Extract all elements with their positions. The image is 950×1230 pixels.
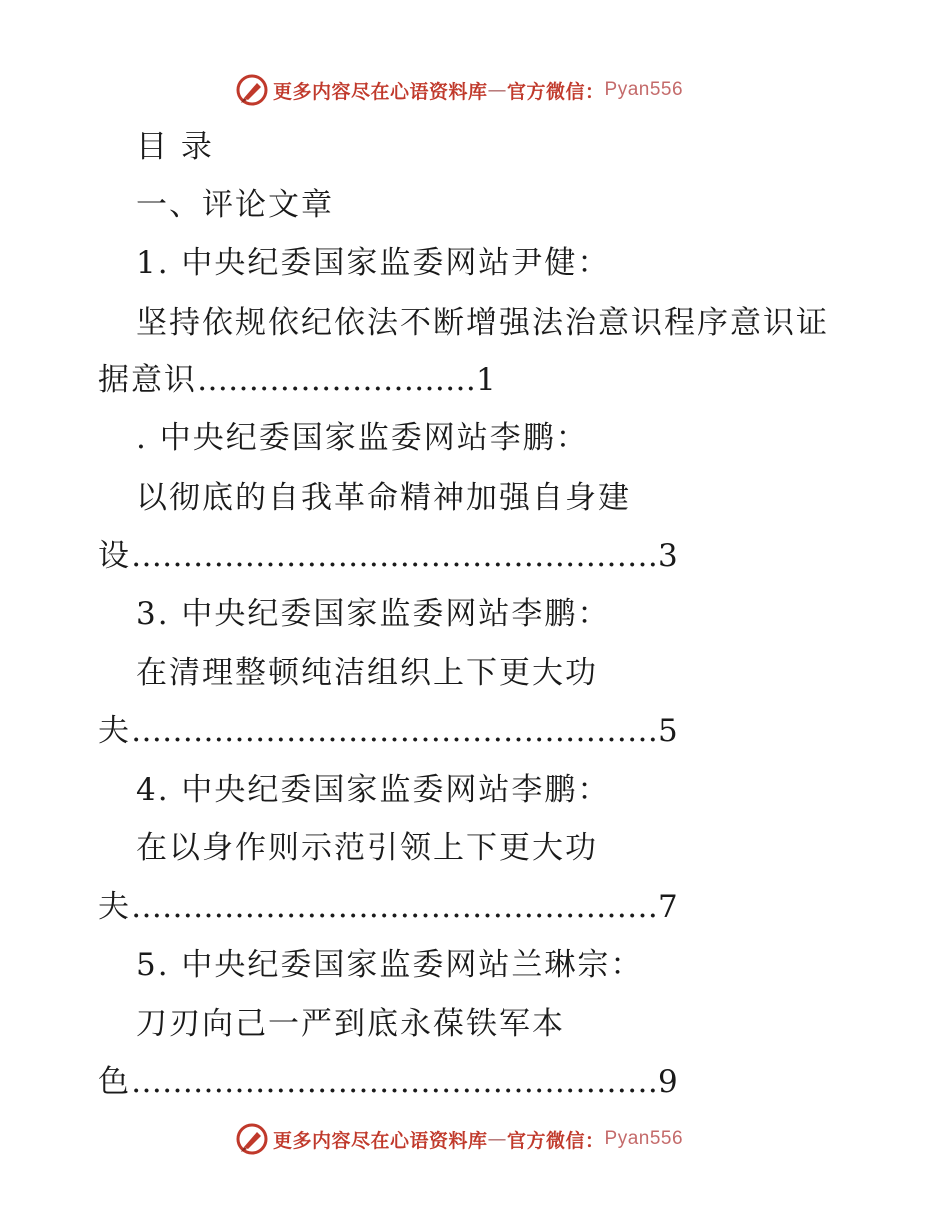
toc-entry-4-page[interactable]: 7 <box>658 889 678 925</box>
toc-entry-5-tail: 色 <box>98 1064 131 1100</box>
toc-entry-5-title: 刀刃向己一严到底永葆铁军本 <box>136 1006 565 1042</box>
toc-entry-1-tail-line <box>98 362 496 398</box>
toc-entry-3-leader: …………………………………………… <box>131 713 658 749</box>
toc-entry-3-heading: 3. 中央纪委国家监委网站李鹏： <box>136 596 611 632</box>
toc-entry-4-tail-line <box>98 889 678 925</box>
watermark-footer <box>235 1121 683 1157</box>
toc-entry-3-tail: 夫 <box>98 713 131 749</box>
toc-entry-4-title: 在以身作则示范引领上下更大功 <box>136 830 598 866</box>
toc-entry-1-page[interactable]: 1 <box>476 362 496 398</box>
toc-entry-2-tail: 设 <box>98 538 131 574</box>
toc-entry-2-title: 以彻底的自我革命精神加强自身建 <box>136 480 631 516</box>
watermark-label: 官方微信： <box>507 80 605 103</box>
toc-entry-1-leader: ……………………… <box>197 362 476 398</box>
toc-entry-4-heading: 4. 中央纪委国家监委网站李鹏： <box>136 772 611 808</box>
watermark-id: Pyan556 <box>604 79 684 100</box>
toc-title: 目 录 <box>136 129 214 165</box>
toc-entry-3-page[interactable]: 5 <box>658 713 678 749</box>
toc-entry-2-heading: . 中央纪委国家监委网站李鹏： <box>136 420 589 456</box>
toc-entry-5-leader: …………………………………………… <box>131 1064 658 1100</box>
toc-entry-1-tail: 据意识 <box>98 362 197 398</box>
watermark-text: 更多内容尽在心语资料库 <box>273 1129 488 1152</box>
pen-logo-icon <box>235 73 269 107</box>
watermark-separator: — <box>487 79 508 101</box>
toc-entry-3-title: 在清理整顿纯洁组织上下更大功 <box>136 655 598 691</box>
toc-entry-3-tail-line <box>98 713 678 749</box>
toc-entry-2-page[interactable]: 3 <box>658 538 678 574</box>
toc-entry-5-page[interactable]: 9 <box>658 1064 678 1100</box>
toc-entry-5-heading: 5. 中央纪委国家监委网站兰琳宗： <box>136 947 644 983</box>
pen-logo-icon <box>235 1122 269 1156</box>
watermark-text: 更多内容尽在心语资料库 <box>273 80 488 103</box>
watermark-separator: — <box>487 1128 508 1150</box>
toc-entry-5-tail-line <box>98 1064 678 1100</box>
toc-entry-1-title: 坚持依规依纪依法不断增强法治意识程序意识证 <box>136 305 829 341</box>
watermark-label: 官方微信： <box>507 1129 605 1152</box>
toc-entry-4-leader: …………………………………………… <box>131 889 658 925</box>
toc-entry-4-tail: 夫 <box>98 889 131 925</box>
toc-section-heading: 一、评论文章 <box>136 187 334 223</box>
watermark-header <box>235 72 683 108</box>
watermark-id: Pyan556 <box>604 1128 684 1149</box>
toc-entry-2-leader: …………………………………………… <box>131 538 658 574</box>
toc-entry-2-tail-line <box>98 538 678 574</box>
toc-entry-1-heading: 1. 中央纪委国家监委网站尹健： <box>136 245 611 281</box>
